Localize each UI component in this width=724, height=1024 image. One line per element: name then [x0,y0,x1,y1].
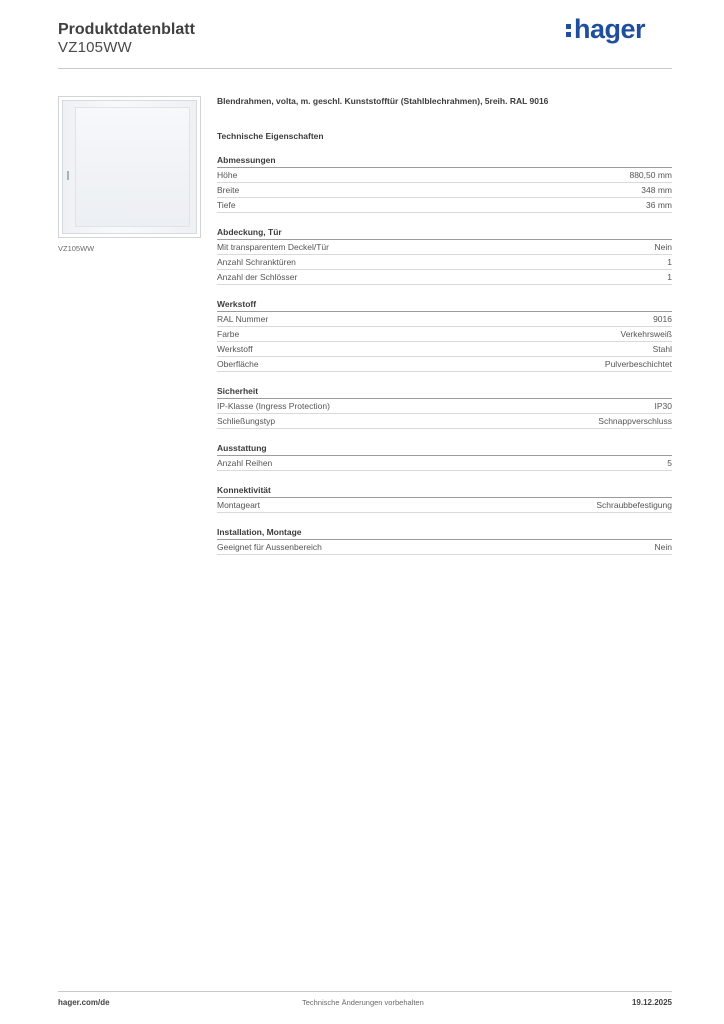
property-label: Anzahl der Schlösser [217,272,298,282]
property-row [217,240,672,255]
article-number: VZ105WW [58,39,132,56]
property-row [217,414,672,429]
property-value: Nein [654,242,672,252]
property-row [217,312,672,327]
section-title: Installation, Montage [217,527,672,540]
property-section [217,527,672,555]
section-title: Abdeckung, Tür [217,227,672,240]
property-sections [217,155,672,555]
property-value: 5 [667,458,672,468]
property-label: Werkstoff [217,344,253,354]
property-row [217,357,672,372]
door-panel [75,107,190,227]
property-row [217,198,672,213]
property-row [217,270,672,285]
property-label: Geeignet für Aussenbereich [217,542,322,552]
property-label: Tiefe [217,200,236,210]
property-value: Verkehrsweiß [620,329,672,339]
logo-text: hager [574,14,646,44]
page-title: Produktdatenblatt [58,21,195,38]
section-title: Konnektivität [217,485,672,498]
header-divider [58,68,672,69]
logo-dots-icon [566,21,573,41]
property-row [217,399,672,414]
property-value: 9016 [653,314,672,324]
property-row [217,540,672,555]
property-label: RAL Nummer [217,314,269,324]
property-label: Anzahl Reihen [217,458,273,468]
section-title: Abmessungen [217,155,672,168]
property-section [217,227,672,285]
property-label: Farbe [217,329,240,339]
property-section [217,386,672,429]
section-title: Ausstattung [217,443,672,456]
property-value: 1 [667,257,672,267]
property-row [217,255,672,270]
section-title: Werkstoff [217,299,672,312]
property-label: IP-Klasse (Ingress Protection) [217,401,330,411]
property-value: 1 [667,272,672,282]
technical-properties-title: Technische Eigenschaften [217,131,324,141]
property-value: Nein [654,542,672,552]
image-caption: VZ105WW [58,244,95,253]
hager-logo [566,14,645,45]
section-title: Sicherheit [217,386,672,399]
cabinet-door-icon [62,100,197,234]
property-value: 880,50 mm [629,170,672,180]
property-label: Mit transparentem Deckel/Tür [217,242,329,252]
property-value: 348 mm [641,185,672,195]
door-lock-icon [67,171,69,180]
property-row [217,498,672,513]
property-label: Anzahl Schranktüren [217,257,296,267]
property-row [217,183,672,198]
product-description: Blendrahmen, volta, m. geschl. Kunststofftür (Stahlblechrahmen), 5reih. RAL 9016 [217,96,549,106]
property-label: Breite [217,185,240,195]
property-row [217,342,672,357]
property-value: IP30 [654,401,672,411]
property-row [217,456,672,471]
property-label: Oberfläche [217,359,259,369]
property-value: 36 mm [646,200,672,210]
property-section [217,299,672,372]
property-section [217,485,672,513]
property-label: Höhe [217,170,238,180]
property-value: Pulverbeschichtet [604,359,672,369]
property-section [217,155,672,213]
property-label: Montageart [217,500,260,510]
property-value: Stahl [652,344,672,354]
property-value: Schnappverschluss [598,416,672,426]
property-label: Schließungstyp [217,416,276,426]
property-row [217,327,672,342]
product-details [217,96,672,555]
footer-website: hager.com/de [58,998,110,1007]
footer-notice: Technische Änderungen vorbehalten [302,998,424,1007]
footer-date: 19.12.2025 [631,998,672,1007]
footer-divider [58,991,672,992]
property-value: Schraubbefestigung [596,500,672,510]
product-image [58,96,201,238]
property-row [217,168,672,183]
property-section [217,443,672,471]
